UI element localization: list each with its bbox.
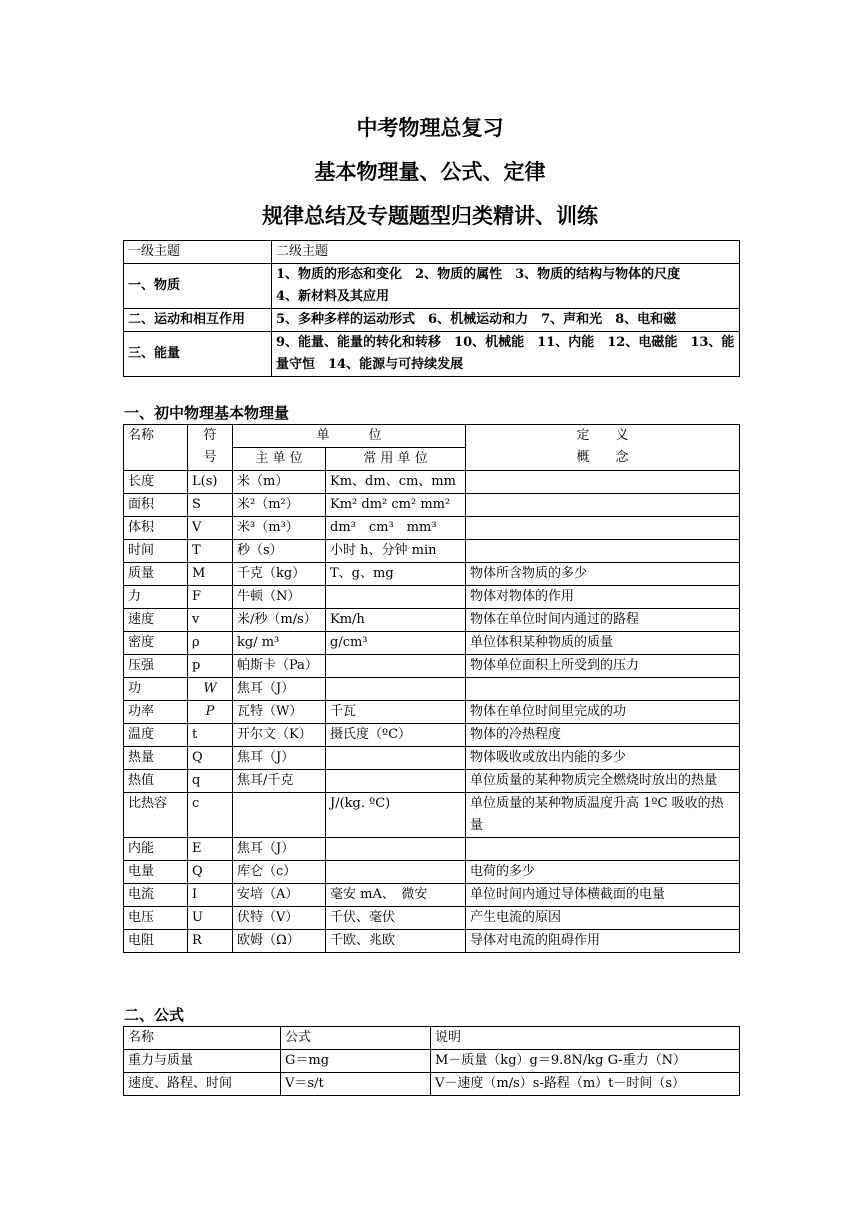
quantity-definition: [466, 838, 740, 861]
quantity-name: 力: [124, 586, 188, 609]
quantity-symbol: M: [188, 563, 233, 586]
quantity-symbol: p: [188, 655, 233, 678]
quantity-definition: [466, 517, 740, 540]
topics-header-row: [124, 241, 740, 264]
quantity-row: [124, 471, 740, 494]
quantity-row: [124, 770, 740, 793]
quantity-name: 电流: [124, 884, 188, 907]
header-definition-line2: 概 念: [576, 450, 629, 465]
quantity-name: 比热容: [124, 793, 188, 838]
quantity-common-unit: Km/h: [326, 609, 466, 632]
topic-level1: 一、物质: [124, 264, 272, 309]
quantity-name: 速度: [124, 609, 188, 632]
formula-name: 重力与质量: [124, 1050, 281, 1073]
quantity-symbol: W: [188, 678, 233, 701]
formula-row: [124, 1050, 740, 1073]
header-symbol-line2: 号: [203, 450, 217, 465]
doc-title-2: 基本物理量、公式、定律: [314, 159, 546, 184]
quantity-definition: [466, 471, 740, 494]
topics-row: [124, 264, 740, 309]
quantity-common-unit: dm³ cm³ mm³: [326, 517, 466, 540]
quantity-definition: 单位质量的某种物质温度升高 1ºC 吸收的热量: [466, 793, 740, 838]
quantity-definition: [466, 494, 740, 517]
quantity-symbol: T: [188, 540, 233, 563]
doc-title-3: 规律总结及专题题型归类精讲、训练: [262, 203, 598, 228]
quantity-symbol: t: [188, 724, 233, 747]
topic-line: 4、新材料及其应用: [276, 289, 390, 304]
quantity-main-unit: 米/秒（m/s）: [233, 609, 326, 632]
header-name: 名称: [124, 425, 188, 471]
quantity-main-unit: 牛顿（N）: [233, 586, 326, 609]
quantity-main-unit: [233, 793, 326, 838]
quantity-name: 功: [124, 678, 188, 701]
header-definition-line1: 定 义: [576, 428, 629, 443]
quantity-symbol: S: [188, 494, 233, 517]
formulas-header-row: [124, 1027, 740, 1050]
quantity-name: 电量: [124, 861, 188, 884]
quantity-name: 热量: [124, 747, 188, 770]
topics-row: [124, 332, 740, 377]
topic-line: 9、能量、能量的转化和转移 10、机械能 11、内能 12、电磁能 13、能量守恒 14、能源与可持续发展: [276, 335, 735, 372]
section1-heading: 一、初中物理基本物理量: [124, 404, 290, 422]
quantities-table: [123, 424, 740, 953]
quantity-symbol: v: [188, 609, 233, 632]
header-main-unit: 主 单 位: [233, 448, 326, 471]
topic-level1: 三、能量: [124, 332, 272, 377]
quantity-common-unit: T、g、mg: [326, 563, 466, 586]
quantity-main-unit: 库仑（c）: [233, 861, 326, 884]
quantity-symbol: ρ: [188, 632, 233, 655]
quantity-symbol: Q: [188, 747, 233, 770]
quantity-symbol: R: [188, 930, 233, 953]
quantity-row: [124, 724, 740, 747]
formula-note: M－质量（kg）g＝9.8N/kg G-重力（N）: [431, 1050, 740, 1073]
quantity-symbol: c: [188, 793, 233, 838]
quantity-row: [124, 701, 740, 724]
formulas-header-name: 名称: [124, 1027, 281, 1050]
quantity-name: 质量: [124, 563, 188, 586]
header-unit: 单 位: [233, 425, 466, 448]
quantity-symbol: L(s): [188, 471, 233, 494]
topic-level1: 二、运动和相互作用: [124, 309, 272, 332]
quantity-main-unit: 安培（A）: [233, 884, 326, 907]
quantity-common-unit: 千伏、毫伏: [326, 907, 466, 930]
quantity-definition: 物体所含物质的多少: [466, 563, 740, 586]
quantity-symbol: E: [188, 838, 233, 861]
quantity-definition: 单位体积某种物质的质量: [466, 632, 740, 655]
doc-title-1: 中考物理总复习: [356, 115, 504, 140]
quantity-main-unit: 瓦特（W）: [233, 701, 326, 724]
quantity-main-unit: 开尔文（K）: [233, 724, 326, 747]
quantity-common-unit: [326, 770, 466, 793]
quantity-row: [124, 678, 740, 701]
quantity-definition: [466, 540, 740, 563]
quantity-name: 电阻: [124, 930, 188, 953]
quantity-row: [124, 609, 740, 632]
topics-header-level1: 一级主题: [124, 241, 272, 264]
quantity-name: 热值: [124, 770, 188, 793]
quantity-row: [124, 540, 740, 563]
formulas-header-note: 说明: [431, 1027, 740, 1050]
quantity-definition: 物体吸收或放出内能的多少: [466, 747, 740, 770]
quantity-name: 面积: [124, 494, 188, 517]
quantity-definition: 物体在单位时间内通过的路程: [466, 609, 740, 632]
quantity-row: [124, 838, 740, 861]
quantity-definition: 电荷的多少: [466, 861, 740, 884]
quantity-definition: 产生电流的原因: [466, 907, 740, 930]
quantity-definition: 导体对电流的阻碍作用: [466, 930, 740, 953]
quantity-main-unit: 米²（m²）: [233, 494, 326, 517]
quantity-definition: 单位质量的某种物质完全燃烧时放出的热量: [466, 770, 740, 793]
quantity-row: [124, 586, 740, 609]
quantity-definition: 物体对物体的作用: [466, 586, 740, 609]
quantity-definition: 单位时间内通过导体横截面的电量: [466, 884, 740, 907]
formulas-table: [123, 1026, 740, 1096]
topics-header-level2: 二级主题: [272, 241, 740, 264]
topics-row: [124, 309, 740, 332]
quantity-name: 长度: [124, 471, 188, 494]
quantity-name: 密度: [124, 632, 188, 655]
quantity-symbol: P: [188, 701, 233, 724]
quantity-common-unit: 毫安 mA、 微安: [326, 884, 466, 907]
header-definition: [466, 425, 740, 471]
quantity-row: [124, 930, 740, 953]
quantity-main-unit: 千克（kg）: [233, 563, 326, 586]
formula-row: [124, 1073, 740, 1096]
quantity-common-unit: Km² dm² cm² mm²: [326, 494, 466, 517]
topic-level2: [272, 264, 740, 309]
formula-expression: V＝s/t: [281, 1073, 431, 1096]
quantity-main-unit: 欧姆（Ω）: [233, 930, 326, 953]
formula-expression: G＝mg: [281, 1050, 431, 1073]
quantity-main-unit: 焦耳/千克: [233, 770, 326, 793]
quantity-common-unit: 千欧、兆欧: [326, 930, 466, 953]
quantity-name: 压强: [124, 655, 188, 678]
topics-table: [123, 240, 740, 377]
quantity-row: [124, 747, 740, 770]
quantity-name: 内能: [124, 838, 188, 861]
quantity-common-unit: 千瓦: [326, 701, 466, 724]
quantity-name: 体积: [124, 517, 188, 540]
quantity-definition: 物体单位面积上所受到的压力: [466, 655, 740, 678]
formula-name: 速度、路程、时间: [124, 1073, 281, 1096]
quantity-symbol: F: [188, 586, 233, 609]
quantity-name: 时间: [124, 540, 188, 563]
topic-level2: [272, 309, 740, 332]
quantity-common-unit: 小时 h、分钟 min: [326, 540, 466, 563]
quantity-main-unit: 焦耳（J）: [233, 838, 326, 861]
quantity-definition: 物体在单位时间里完成的功: [466, 701, 740, 724]
topic-line: 5、多种多样的运动形式 6、机械运动和力 7、声和光 8、电和磁: [276, 312, 677, 327]
topic-line: 1、物质的形态和变化 2、物质的属性 3、物质的结构与物体的尺度: [276, 267, 681, 282]
quantity-main-unit: 米（m）: [233, 471, 326, 494]
quantity-symbol: I: [188, 884, 233, 907]
quantity-main-unit: 焦耳（J）: [233, 747, 326, 770]
quantity-common-unit: [326, 747, 466, 770]
quantity-main-unit: 帕斯卡（Pa）: [233, 655, 326, 678]
quantity-symbol: U: [188, 907, 233, 930]
quantity-common-unit: [326, 861, 466, 884]
formula-note: V－速度（m/s）s-路程（m）t－时间（s）: [431, 1073, 740, 1096]
quantity-main-unit: 秒（s）: [233, 540, 326, 563]
quantity-row: [124, 861, 740, 884]
quantity-common-unit: Km、dm、cm、mm: [326, 471, 466, 494]
quantity-symbol: V: [188, 517, 233, 540]
quantity-symbol: q: [188, 770, 233, 793]
header-symbol: [188, 425, 233, 471]
quantity-definition: 物体的冷热程度: [466, 724, 740, 747]
quantity-symbol: Q: [188, 861, 233, 884]
quantity-main-unit: 伏特（V）: [233, 907, 326, 930]
quantity-row: [124, 907, 740, 930]
quantity-common-unit: J/(kg. ºC): [326, 793, 466, 838]
topic-level2: [272, 332, 740, 377]
quantity-common-unit: [326, 586, 466, 609]
header-symbol-line1: 符: [203, 428, 217, 443]
quantity-row: [124, 517, 740, 540]
quantity-common-unit: [326, 678, 466, 701]
quantity-name: 温度: [124, 724, 188, 747]
quantity-common-unit: [326, 655, 466, 678]
quantity-name: 功率: [124, 701, 188, 724]
quantity-name: 电压: [124, 907, 188, 930]
quantity-row: [124, 632, 740, 655]
quantity-main-unit: 米³（m³）: [233, 517, 326, 540]
section2-heading: 二、公式: [124, 1006, 185, 1024]
quantity-main-unit: 焦耳（J）: [233, 678, 326, 701]
quantity-main-unit: kg/ m³: [233, 632, 326, 655]
formulas-header-formula: 公式: [281, 1027, 431, 1050]
quantity-common-unit: 摄氏度（ºC）: [326, 724, 466, 747]
quantity-row: [124, 563, 740, 586]
quantity-row: [124, 793, 740, 838]
quantity-row: [124, 655, 740, 678]
quantity-common-unit: [326, 838, 466, 861]
quantity-row: [124, 884, 740, 907]
quantity-row: [124, 494, 740, 517]
quantity-common-unit: g/cm³: [326, 632, 466, 655]
header-common-unit: 常 用 单 位: [326, 448, 466, 471]
quantity-definition: [466, 678, 740, 701]
quantities-header-row: [124, 425, 740, 448]
